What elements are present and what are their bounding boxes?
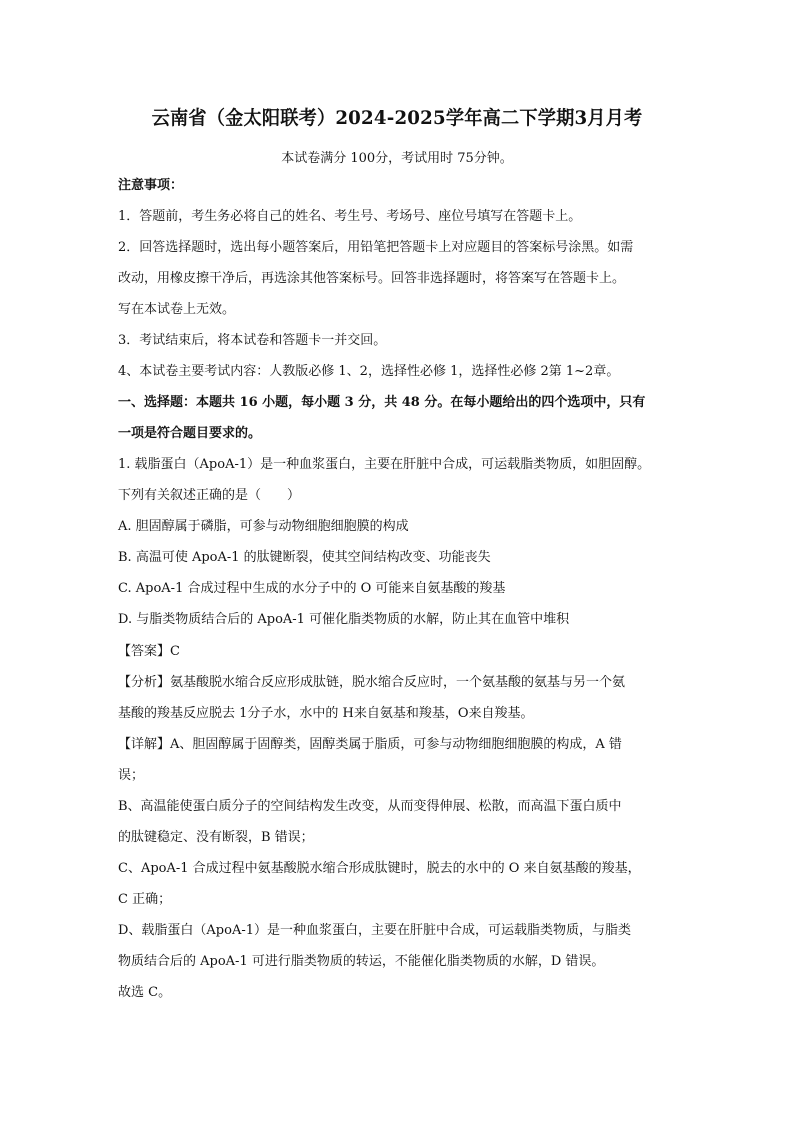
- question-stem-line-1: 1. 载脂蛋白（ApoA-1）是一种血浆蛋白，主要在肝脏中合成，可运载脂类物质，如胆固醇。: [118, 457, 651, 472]
- option-b: B. 高温可使 ApoA-1 的肽键断裂，使其空间结构改变、功能丧失: [118, 550, 491, 565]
- option-c: C. ApoA-1 合成过程中生成的水分子中的 O 可能来自氨基酸的羧基: [118, 581, 506, 596]
- conclusion: 故选 C。: [118, 985, 172, 1000]
- detail-line-7: D、载脂蛋白（ApoA-1）是一种血浆蛋白，主要在肝脏中合成，可运载脂类物质，与脂类: [118, 923, 632, 938]
- detail-line-5: C、ApoA-1 合成过程中氨基酸脱水缩合形成肽键时，脱去的水中的 O 来自氨基酸的羧基，: [118, 861, 641, 876]
- document-title: 云南省（金太阳联考）2024-2025学年高二下学期3月月考: [151, 107, 643, 129]
- analysis-line-2: 基酸的羧基反应脱去 1分子水，水中的 H来自氨基和羧基，O来自羧基。: [118, 706, 534, 721]
- option-d: D. 与脂类物质结合后的 ApoA-1 可催化脂类物质的水解，防止其在血管中堆积: [118, 612, 570, 627]
- detail-line-1: 【详解】A、胆固醇属于固醇类，固醇类属于脂质，可参与动物细胞细胞膜的构成，A 错: [118, 737, 622, 752]
- detail-line-6: C 正确；: [118, 892, 172, 907]
- detail-line-4: 的肽键稳定、没有断裂，B 错误；: [118, 830, 314, 845]
- analysis-line-1: 【分析】氨基酸脱水缩合反应形成肽链，脱水缩合反应时，一个氨基酸的氨基与另一个氨: [118, 675, 626, 690]
- section-heading-line-1: 一、选择题：本题共 16 小题，每小题 3 分，共 48 分。在每小题给出的四个选项中，只有: [118, 395, 646, 410]
- section-heading-line-2: 一项是符合题目要求的。: [118, 426, 262, 441]
- answer: 【答案】C: [118, 644, 180, 659]
- question-stem-line-2: 下列有关叙述正确的是（ ）: [118, 488, 301, 503]
- notice-item-4: 4、本试卷主要考试内容：人教版必修 1、2，选择性必修 1，选择性必修 2第 1~2章。: [118, 364, 620, 379]
- detail-line-3: B、高温能使蛋白质分子的空间结构发生改变，从而变得伸展、松散，而高温下蛋白质中: [118, 799, 622, 814]
- notice-item-1: 1．答题前，考生务必将自己的姓名、考生号、考场号、座位号填写在答题卡上。: [118, 209, 582, 224]
- notice-item-2-line-3: 写在本试卷上无效。: [118, 302, 236, 317]
- option-a: A. 胆固醇属于磷脂，可参与动物细胞细胞膜的构成: [118, 519, 409, 534]
- notice-item-3: 3．考试结束后，将本试卷和答题卡一并交回。: [118, 333, 387, 348]
- notice-item-2-line-2: 改动，用橡皮擦干净后，再选涂其他答案标号。回答非选择题时，将答案写在答题卡上。: [118, 271, 626, 286]
- exam-info: 本试卷满分 100分，考试用时 75分钟。: [281, 151, 513, 166]
- notice-item-2-line-1: 2．回答选择题时，选出每小题答案后，用铅笔把答题卡上对应题目的答案标号涂黑。如需: [118, 240, 634, 255]
- detail-line-2: 误；: [118, 768, 145, 783]
- detail-line-8: 物质结合后的 ApoA-1 可进行脂类物质的转运，不能催化脂类物质的水解，D 错误。: [118, 954, 605, 969]
- notice-heading: 注意事项：: [118, 178, 184, 193]
